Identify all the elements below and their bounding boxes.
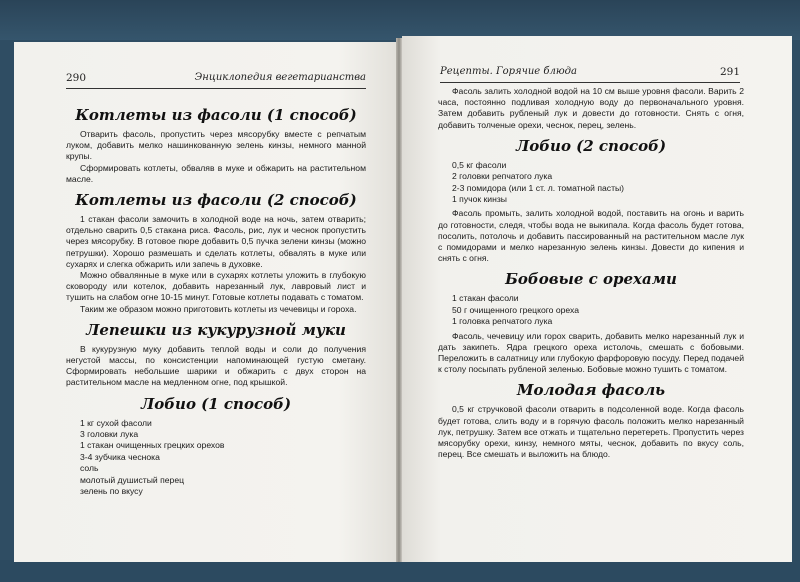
ingredient-item: 1 стакан очищенных грецких орехов [80,440,225,451]
recipe-paragraph: Фасоль промыть, залить холодной водой, поставить на огонь и варить до готовности, следя, чтобы вода не выкипала. Когда фасоль будет готова, посолить, потолочь и добавить пассированный на растительном масле лук с помидорами и мелко нарезанную зелень кинзы. Довести до кипения и снять с огня. [438,208,744,264]
recipe-title: Лобио (2 способ) [515,136,667,155]
right-running-head [440,66,740,83]
ingredient-item: 2 головки репчатого лука [452,171,553,182]
ingredient-item: 50 г очищенного грецкого ореха [452,304,579,315]
ingredient-list [438,293,744,327]
ingredient-item: 1 пучок кинзы [452,194,507,205]
left-running-title: Энциклопедия вегетарианства [194,72,366,83]
left-page-number: 290 [66,72,87,84]
recipe-title: Котлеты из фасоли (2 способ) [75,191,357,210]
recipe-paragraph: 1 стакан фасоли замочить в холодной воде на ночь, затем отварить; отдельно сварить 0,5 стакана риса. Фасоль, рис, лук и чеснок пропустить через мясорубку. В готовое пюре добавить 0,5 пучка зелени кинзы (можно петрушки). Хорошо размешать и сделать котлеты, обвалять в муке или сухарях и слегка обжарить или запечь в духовке. [66,214,366,269]
left-running-head [66,72,366,89]
ingredient-item: 1 головка репчатого лука [452,316,553,327]
right-page-number: 291 [719,66,740,78]
ingredient-item: соль [80,463,99,474]
recipe-paragraph: Сформировать котлеты, обваляв в муке и обжарить на растительном масле. [66,162,366,184]
recipe-paragraph: В кукурузную муку добавить теплой воды и соли до получения негустой массы, по консистенции напоминающей густую сметану. Сформировать небольшие шарики и обжарить с двух сторон на растительном масле на медленном огне, под крышкой. [66,343,366,388]
ingredient-item: 3 головки лука [80,429,139,440]
recipe-paragraph: Фасоль залить холодной водой на 10 см выше уровня фасоли. Варить 2 часа, постоянно подливая холодную воду до первоначального уровня. Затем добавить рубленый лук и довести до готовности. Снять с огня, добавить толченые орехи, чеснок, перец, зелень. [438,86,744,130]
right-page [402,36,792,562]
ingredient-item: 0,5 кг фасоли [452,159,507,170]
right-running-title: Рецепты. Горячие блюда [440,66,577,77]
ingredient-item: 1 стакан фасоли [452,293,519,304]
right-page-content [438,86,744,461]
recipe-paragraph: Таким же образом можно приготовить котлеты из чечевицы и гороха. [80,303,357,314]
recipe-title: Лобио (1 способ) [140,394,292,413]
recipe-paragraph: 0,5 кг стручковой фасоли отварить в подсоленной воде. Когда фасоль будет готова, слить воду и в горячую фасоль положить мелко нарезанный лук, петрушку. Затем все отжать и тщательно перетереть. Пропустить через мясорубку орехи, кинзу, немного мяты, чеснок, добавить по вкусу соль, перец. Все смешать и выложить на блюдо. [438,404,744,460]
ingredient-item: 2-3 помидора (или 1 ст. л. томатной пасты) [452,182,625,193]
recipe-paragraph: Фасоль, чечевицу или горох сварить, добавить мелко нарезанный лук и дать закипеть. Ядра грецкого ореха истолочь, смешать с бобовыми. Переложить в салатницу или глубокую фарфоровую посуду. Перед подачей к столу посыпать рубленой зеленью. Бобовые можно тушить с томатом. [438,330,744,375]
recipe-paragraph: Можно обвалянные в муке или в сухарях котлеты уложить в глубокую сковороду или котелок, добавить нарезанный лук, лавровый лист и тушить на слабом огне 10-15 минут. Готовые котлеты подавать с томатом. [66,270,366,303]
ingredient-item: молотый душистый перец [80,474,185,485]
recipe-paragraph: Отварить фасоль, пропустить через мясорубку вместе с репчатым луком, добавить мелко нашинкованную зелень кинзы, немного манной крупы. [66,129,366,162]
scan-background-top [0,0,800,40]
recipe-title: Лепешки из кукурузной муки [86,320,346,339]
recipe-title: Молодая фасоль [516,381,666,400]
recipe-title: Бобовые с орехами [505,270,677,289]
ingredient-list [438,160,744,206]
ingredient-item: зелень по вкусу [80,486,143,497]
ingredient-item: 3-4 зубчика чеснока [80,451,160,462]
ingredient-list [66,418,366,498]
recipe-title: Котлеты из фасоли (1 способ) [75,106,357,124]
ingredient-item: 1 кг сухой фасоли [80,417,152,428]
scan-background-bottom [0,560,800,582]
left-page-content [66,100,366,501]
left-page [14,42,396,562]
